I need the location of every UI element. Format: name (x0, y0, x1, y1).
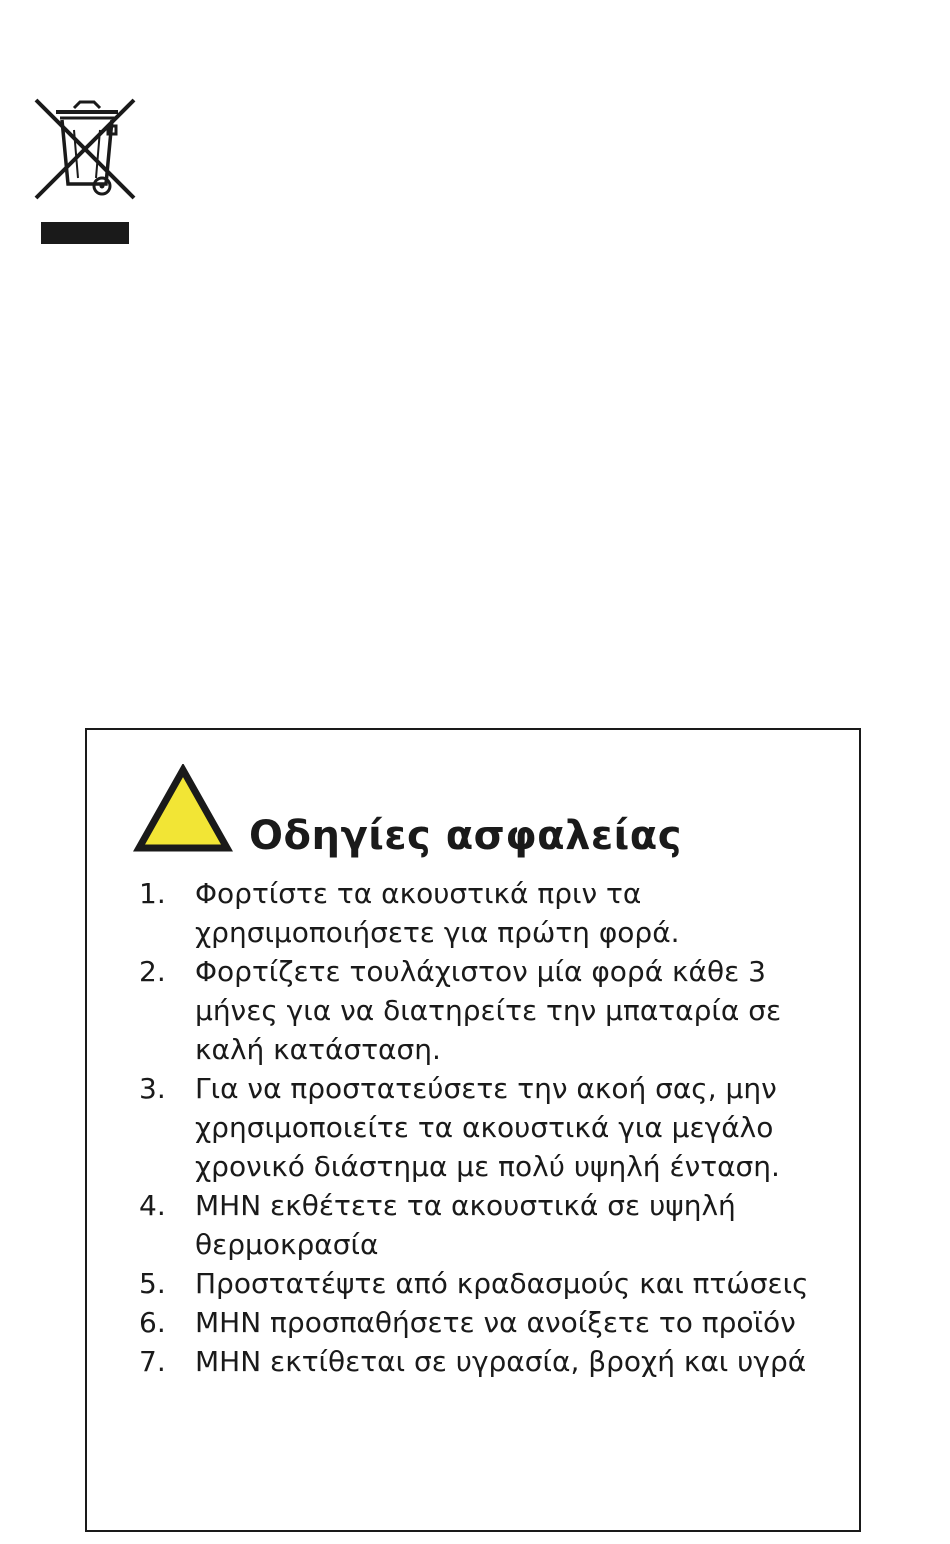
crossed-out-wheelie-bin-icon (30, 94, 140, 246)
safety-instructions-box (85, 728, 861, 1532)
list-item (139, 1186, 839, 1264)
safety-list (139, 874, 839, 1381)
item-number: 4. (139, 1189, 166, 1222)
list-item (139, 952, 839, 1069)
item-text: ΜΗΝ προσπαθήσετε να ανοίξετε το προϊόν (195, 1306, 796, 1339)
list-item (139, 1342, 839, 1381)
item-number: 7. (139, 1345, 166, 1378)
item-text: Προστατέψτε από κραδασμούς και πτώσεις (195, 1267, 809, 1300)
item-number: 2. (139, 955, 166, 988)
warning-triangle-icon (133, 764, 233, 854)
item-text: Για να προστατεύσετε την ακοή σας, μην χρησιμοποιείτε τα ακουστικά για μεγάλο χρονικό διάστημα με πολύ υψηλή ένταση. (195, 1072, 780, 1183)
item-number: 3. (139, 1072, 166, 1105)
item-text: Φορτίζετε τουλάχιστον μία φορά κάθε 3 μήνες για να διατηρείτε την μπαταρία σε καλή κατάσταση. (195, 955, 782, 1066)
list-item (139, 1069, 839, 1186)
list-item (139, 874, 839, 952)
item-text: ΜΗΝ εκθέτετε τα ακουστικά σε υψηλή θερμοκρασία (195, 1189, 736, 1261)
item-number: 1. (139, 877, 166, 910)
list-item (139, 1303, 839, 1342)
item-text: Φορτίστε τα ακουστικά πριν τα χρησιμοποιήσετε για πρώτη φορά. (195, 877, 680, 949)
item-number: 5. (139, 1267, 166, 1300)
item-number: 6. (139, 1306, 166, 1339)
safety-title: Οδηγίες ασφαλείας (249, 813, 682, 859)
list-item (139, 1264, 839, 1303)
item-text: ΜΗΝ εκτίθεται σε υγρασία, βροχή και υγρά (195, 1345, 807, 1378)
